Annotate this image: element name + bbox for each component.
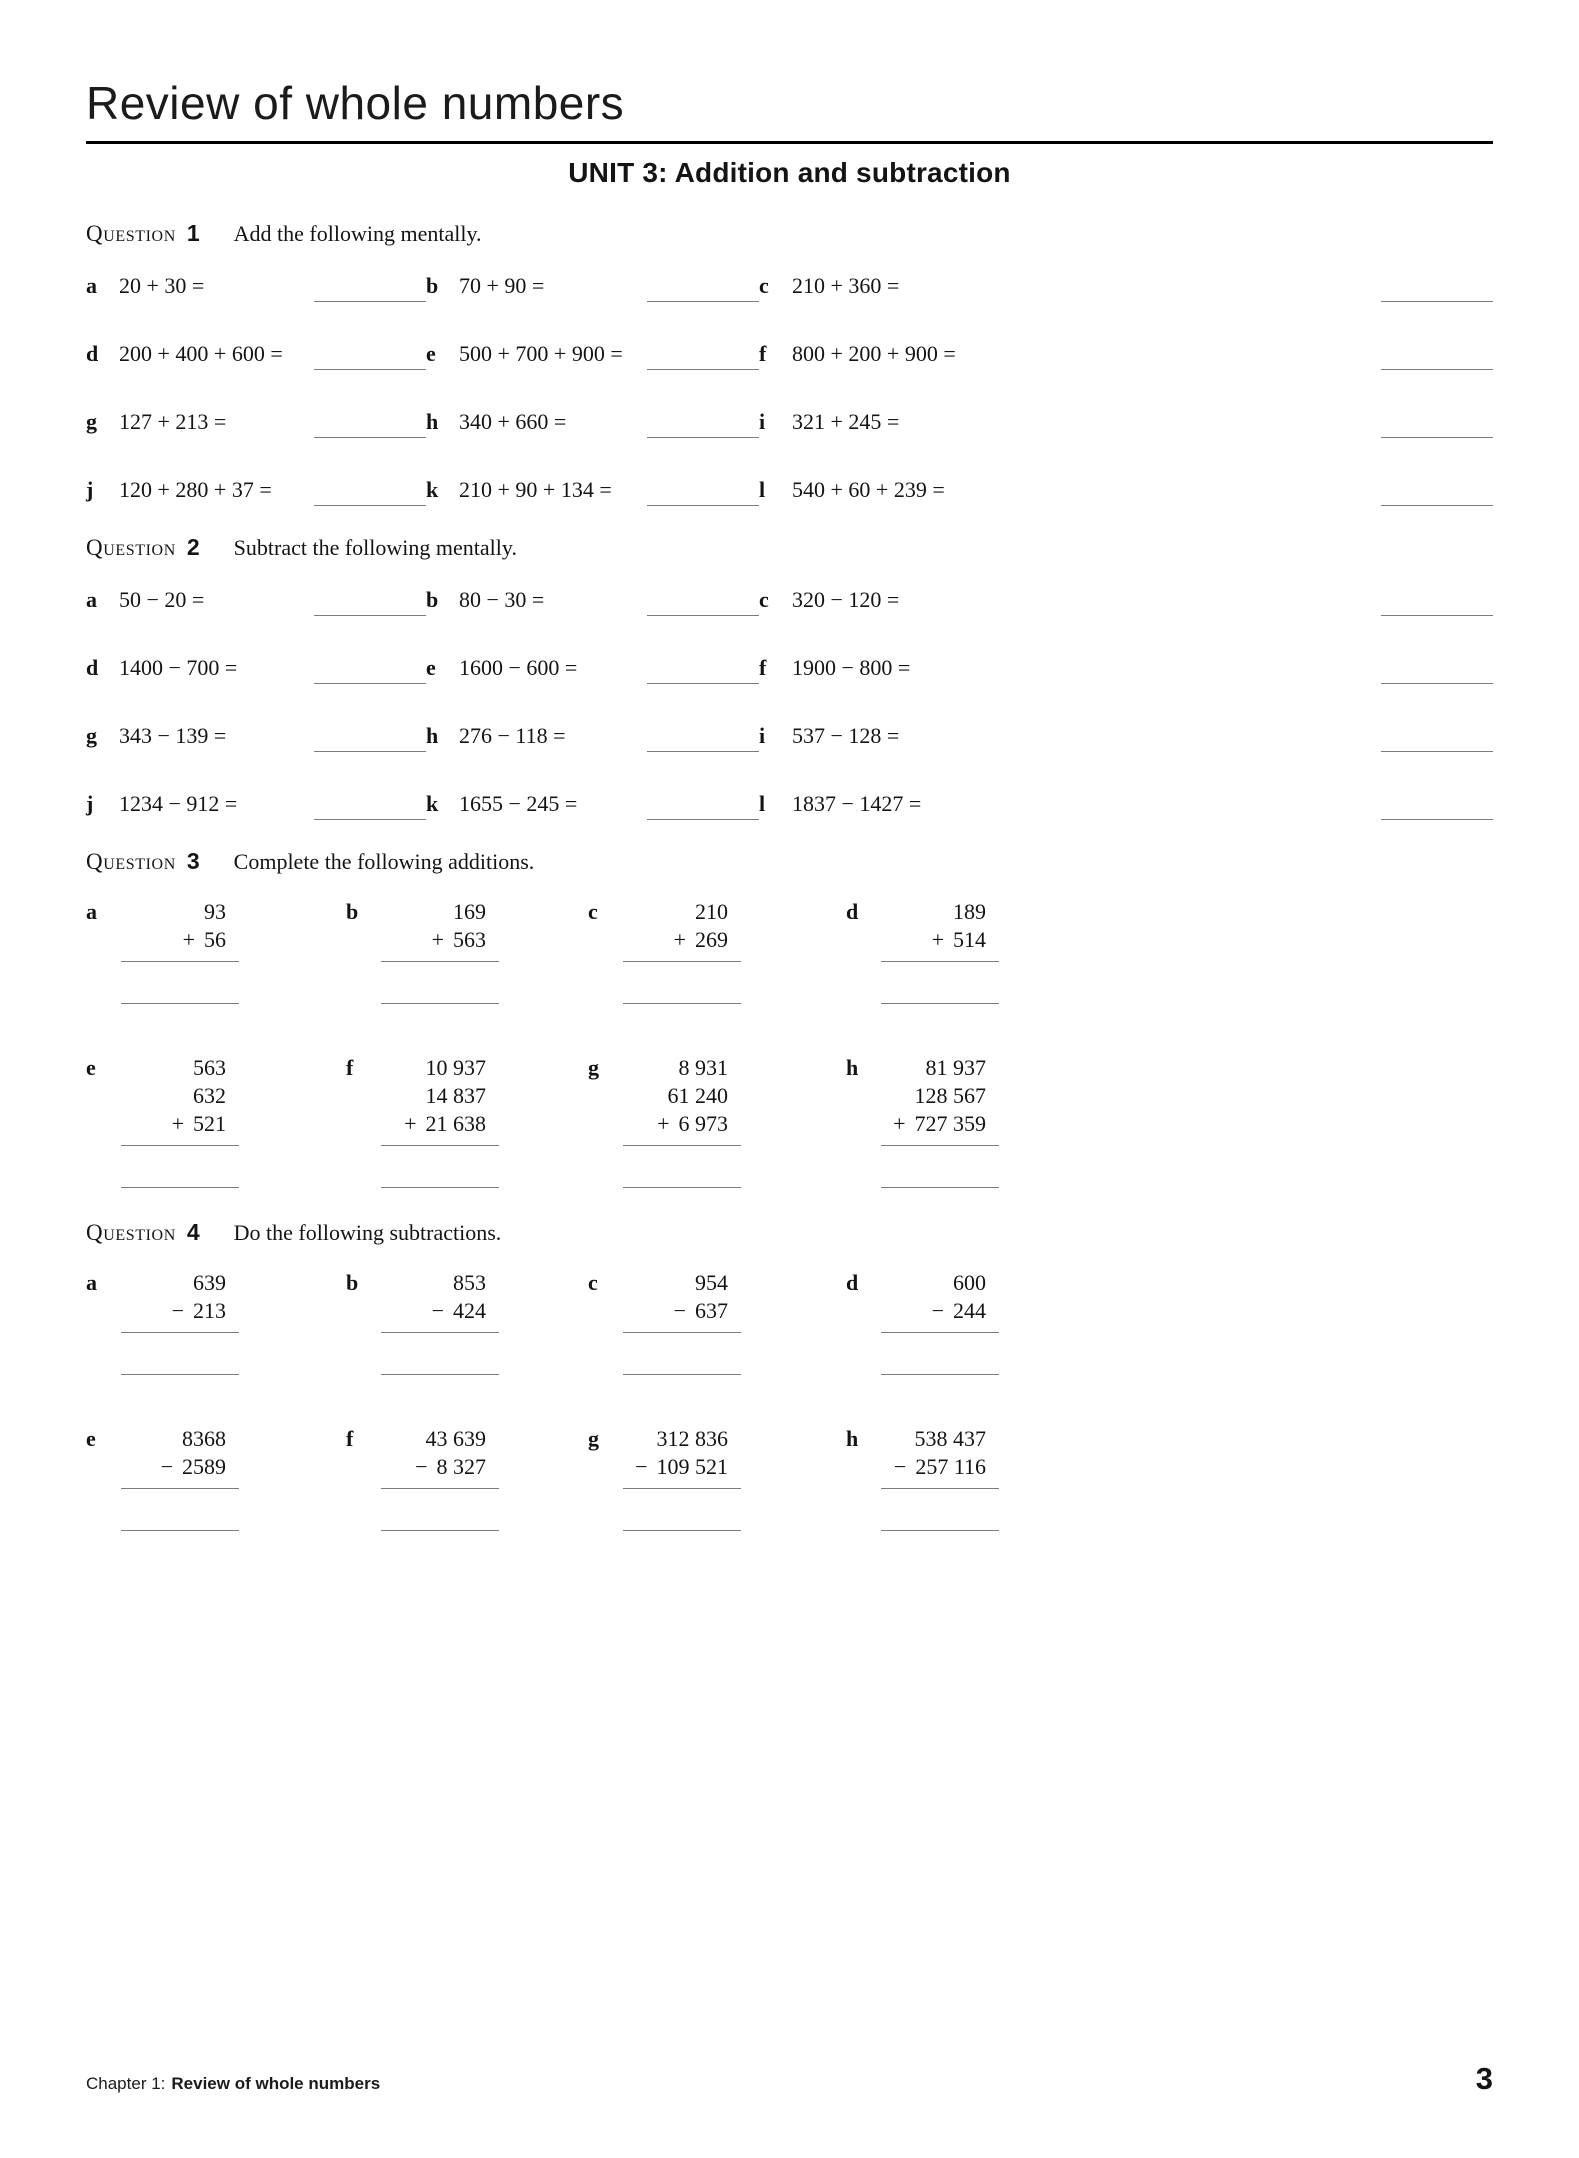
problem-expression: 210 + 360 = <box>792 273 900 298</box>
footer-chapter <box>86 2074 380 2094</box>
problem-letter: c <box>759 273 769 298</box>
operand: 8 327 <box>436 1454 486 1479</box>
question-number: 1 <box>186 220 200 246</box>
problem-expression: 50 − 20 = <box>119 587 205 612</box>
problem-letter: i <box>759 409 766 434</box>
answer-blank <box>647 596 759 616</box>
answer-blank <box>314 596 426 616</box>
operand: 213 <box>193 1298 226 1323</box>
answer-line <box>381 1187 499 1188</box>
questions-container <box>86 220 1493 1531</box>
answer-blank <box>647 732 759 752</box>
problem-expression: 120 + 280 + 37 = <box>119 477 272 502</box>
problem-letter: j <box>86 477 94 502</box>
vertical-problem <box>381 1054 499 1188</box>
problem-expression: 1655 − 245 = <box>459 791 578 816</box>
operand: 109 521 <box>656 1454 728 1479</box>
operator: − <box>431 1298 444 1323</box>
answer-blank <box>647 664 759 684</box>
operand-row <box>623 1110 741 1138</box>
problem-letter: g <box>588 1055 599 1080</box>
problem-letter: e <box>86 1426 96 1451</box>
problem-letter: a <box>86 587 97 612</box>
answer-blank <box>1381 664 1493 684</box>
page-footer <box>86 2063 1493 2094</box>
operand-row <box>623 1054 741 1082</box>
operator: + <box>657 1111 670 1136</box>
operand-row <box>121 1425 239 1453</box>
operand: 521 <box>193 1111 226 1136</box>
sum-line <box>121 1332 239 1333</box>
operator: − <box>635 1454 648 1479</box>
answer-line <box>623 1187 741 1188</box>
problem-4c <box>588 1269 846 1375</box>
answer-blank <box>1381 486 1493 506</box>
vertical-problem <box>121 898 239 1004</box>
answer-line <box>381 1374 499 1375</box>
answer-blank <box>314 282 426 302</box>
operand-row <box>881 1453 999 1481</box>
operand: 56 <box>204 927 226 952</box>
question-2 <box>86 534 1493 817</box>
page-title: Review of whole numbers <box>86 77 625 129</box>
answer-blank <box>647 350 759 370</box>
operand: 2589 <box>182 1454 226 1479</box>
problem-1h <box>426 408 759 435</box>
vertical-problems-grid <box>86 898 1493 1188</box>
problem-letter: h <box>846 1055 859 1080</box>
operand-row <box>881 1269 999 1297</box>
answer-blank <box>647 800 759 820</box>
operand: 424 <box>453 1298 486 1323</box>
operand: 93 <box>204 899 226 924</box>
operand-row <box>121 1110 239 1138</box>
problem-2a <box>86 586 426 613</box>
problem-letter: k <box>426 477 439 502</box>
operand: 954 <box>695 1270 728 1295</box>
problem-2c <box>759 586 1493 613</box>
operand: 514 <box>953 927 986 952</box>
problem-1i <box>759 408 1493 435</box>
problem-2d <box>86 654 426 681</box>
problem-letter: f <box>759 341 767 366</box>
problem-2l <box>759 790 1493 817</box>
answer-line <box>881 1374 999 1375</box>
problem-2h <box>426 722 759 749</box>
answer-line <box>381 1530 499 1531</box>
operand: 257 116 <box>915 1454 986 1479</box>
operand-row <box>121 1269 239 1297</box>
sum-line <box>121 961 239 962</box>
problem-expression: 70 + 90 = <box>459 273 545 298</box>
operand-row <box>381 926 499 954</box>
problem-1c <box>759 272 1493 299</box>
answer-line <box>623 1374 741 1375</box>
sum-line <box>121 1488 239 1489</box>
operand-row <box>121 1297 239 1325</box>
answer-blank <box>647 282 759 302</box>
sum-line <box>121 1145 239 1146</box>
operand-row <box>881 1425 999 1453</box>
question-prompt: Complete the following additions. <box>233 849 535 874</box>
operand-row <box>381 1297 499 1325</box>
problem-3f <box>346 1054 588 1188</box>
answer-blank <box>314 418 426 438</box>
operand-row <box>121 926 239 954</box>
vertical-problem <box>381 1269 499 1375</box>
operand: 8 931 <box>678 1055 728 1080</box>
problem-expression: 540 + 60 + 239 = <box>792 477 945 502</box>
answer-blank <box>647 418 759 438</box>
title-rule <box>86 141 1493 144</box>
problem-expression: 1234 − 912 = <box>119 791 238 816</box>
sum-line <box>881 1145 999 1146</box>
operand-row <box>121 1453 239 1481</box>
vertical-problems-grid <box>86 1269 1493 1531</box>
mental-problems-grid <box>86 586 1493 817</box>
operand-row <box>623 1453 741 1481</box>
problem-3b <box>346 898 588 1004</box>
problem-letter: a <box>86 273 97 298</box>
operator: + <box>893 1111 906 1136</box>
question-label: Question <box>86 221 176 246</box>
operand-row <box>881 1297 999 1325</box>
problem-2j <box>86 790 426 817</box>
problem-letter: e <box>426 655 436 680</box>
vertical-problem <box>881 1269 999 1375</box>
answer-line <box>881 1187 999 1188</box>
problem-letter: e <box>86 1055 96 1080</box>
answer-line <box>121 1003 239 1004</box>
problem-3e <box>86 1054 346 1188</box>
question-prompt: Do the following subtractions. <box>233 1220 502 1245</box>
problem-letter: a <box>86 1270 97 1295</box>
operand-row <box>121 898 239 926</box>
answer-blank <box>314 486 426 506</box>
problem-letter: g <box>588 1426 599 1451</box>
vertical-problem <box>881 1054 999 1188</box>
problem-letter: c <box>759 587 769 612</box>
operand-row <box>881 1054 999 1082</box>
operand: 81 937 <box>925 1055 986 1080</box>
operator: + <box>182 927 195 952</box>
problem-expression: 500 + 700 + 900 = <box>459 341 623 366</box>
vertical-problem <box>381 1425 499 1531</box>
problem-letter: a <box>86 899 97 924</box>
answer-line <box>623 1530 741 1531</box>
answer-blank <box>314 732 426 752</box>
problem-expression: 210 + 90 + 134 = <box>459 477 612 502</box>
problem-letter: g <box>86 723 97 748</box>
problem-4e <box>86 1425 346 1531</box>
answer-blank <box>1381 800 1493 820</box>
problem-letter: h <box>426 723 439 748</box>
operand-row <box>381 1110 499 1138</box>
operator: − <box>415 1454 428 1479</box>
operand-row <box>623 1425 741 1453</box>
problem-letter: d <box>86 655 99 680</box>
question-label: Question <box>86 535 176 560</box>
operator: − <box>160 1454 173 1479</box>
operand-row <box>381 1453 499 1481</box>
operand-row <box>881 926 999 954</box>
question-heading <box>86 848 1493 875</box>
sum-line <box>623 961 741 962</box>
problem-letter: d <box>846 1270 859 1295</box>
problem-letter: k <box>426 791 439 816</box>
operand-row <box>623 1269 741 1297</box>
operand: 632 <box>193 1083 226 1108</box>
sum-line <box>381 961 499 962</box>
problem-4g <box>588 1425 846 1531</box>
operator: − <box>171 1298 184 1323</box>
problem-1g <box>86 408 426 435</box>
operand: 853 <box>453 1270 486 1295</box>
problem-letter: i <box>759 723 766 748</box>
problem-letter: c <box>588 1270 598 1295</box>
problem-4h <box>846 1425 1493 1531</box>
problem-letter: b <box>346 899 359 924</box>
operand: 6 973 <box>678 1111 728 1136</box>
answer-line <box>121 1374 239 1375</box>
problem-expression: 80 − 30 = <box>459 587 545 612</box>
operator: + <box>931 927 944 952</box>
problem-expression: 340 + 660 = <box>459 409 567 434</box>
answer-blank <box>314 350 426 370</box>
problem-3a <box>86 898 346 1004</box>
operator: + <box>404 1111 417 1136</box>
operand-row <box>623 926 741 954</box>
problem-expression: 200 + 400 + 600 = <box>119 341 283 366</box>
operand: 563 <box>453 927 486 952</box>
operand: 563 <box>193 1055 226 1080</box>
operand-row <box>381 1425 499 1453</box>
sum-line <box>881 1488 999 1489</box>
vertical-problem <box>623 1269 741 1375</box>
operator: + <box>673 927 686 952</box>
problem-letter: c <box>588 899 598 924</box>
answer-blank <box>1381 732 1493 752</box>
problem-1b <box>426 272 759 299</box>
operator: − <box>931 1298 944 1323</box>
operand-row <box>881 1110 999 1138</box>
mental-problems-grid <box>86 272 1493 503</box>
answer-blank <box>1381 596 1493 616</box>
question-3 <box>86 848 1493 1188</box>
operand: 312 836 <box>656 1426 728 1451</box>
problem-letter: f <box>346 1426 354 1451</box>
problem-letter: g <box>86 409 97 434</box>
answer-blank <box>314 800 426 820</box>
sum-line <box>381 1332 499 1333</box>
question-prompt: Subtract the following mentally. <box>233 535 517 560</box>
question-4 <box>86 1219 1493 1531</box>
operand: 61 240 <box>667 1083 728 1108</box>
problem-letter: f <box>759 655 767 680</box>
problem-expression: 537 − 128 = <box>792 723 900 748</box>
operand-row <box>881 1082 999 1110</box>
problem-1f <box>759 340 1493 367</box>
problem-letter: f <box>346 1055 354 1080</box>
answer-line <box>881 1530 999 1531</box>
operand: 43 639 <box>425 1426 486 1451</box>
problem-letter: l <box>759 477 766 502</box>
operand: 538 437 <box>914 1426 986 1451</box>
answer-line <box>381 1003 499 1004</box>
question-number: 4 <box>186 1219 200 1245</box>
problem-letter: b <box>426 587 439 612</box>
operand: 128 567 <box>914 1083 986 1108</box>
problem-letter: d <box>846 899 859 924</box>
vertical-problem <box>623 1054 741 1188</box>
problem-expression: 1900 − 800 = <box>792 655 911 680</box>
vertical-problem <box>623 898 741 1004</box>
problem-expression: 1400 − 700 = <box>119 655 238 680</box>
question-number: 3 <box>186 848 200 874</box>
operand: 244 <box>953 1298 986 1323</box>
problem-1e <box>426 340 759 367</box>
unit-heading: UNIT 3: Addition and subtraction <box>568 157 1011 188</box>
problem-letter: h <box>846 1426 859 1451</box>
problem-letter: l <box>759 791 766 816</box>
problem-2g <box>86 722 426 749</box>
sum-line <box>881 1332 999 1333</box>
operator: − <box>893 1454 907 1479</box>
question-heading <box>86 220 1493 247</box>
vertical-problem <box>121 1054 239 1188</box>
vertical-problem <box>881 1425 999 1531</box>
operand: 21 638 <box>425 1111 486 1136</box>
problem-expression: 321 + 245 = <box>792 409 900 434</box>
sum-line <box>381 1488 499 1489</box>
problem-4a <box>86 1269 346 1375</box>
problem-3g <box>588 1054 846 1188</box>
page-header <box>86 76 1493 189</box>
operand: 600 <box>953 1270 986 1295</box>
problem-4f <box>346 1425 588 1531</box>
answer-blank <box>1381 350 1493 370</box>
sum-line <box>881 961 999 962</box>
problem-expression: 343 − 139 = <box>119 723 227 748</box>
problem-1k <box>426 476 759 503</box>
operand: 637 <box>695 1298 728 1323</box>
question-prompt: Add the following mentally. <box>233 221 482 246</box>
problem-letter: d <box>86 341 99 366</box>
problem-expression: 127 + 213 = <box>119 409 227 434</box>
operator: − <box>673 1298 686 1323</box>
vertical-problem <box>623 1425 741 1531</box>
problem-3c <box>588 898 846 1004</box>
question-label: Question <box>86 849 176 874</box>
operand-row <box>121 1054 239 1082</box>
operand-row <box>381 1054 499 1082</box>
operand-row <box>381 1269 499 1297</box>
operand-row <box>381 1082 499 1110</box>
problem-2i <box>759 722 1493 749</box>
problem-1a <box>86 272 426 299</box>
footer-chapter-prefix: Chapter 1: <box>86 2074 166 2093</box>
question-number: 2 <box>186 534 200 560</box>
problem-letter: j <box>86 791 94 816</box>
problem-expression: 800 + 200 + 900 = <box>792 341 956 366</box>
problem-expression: 20 + 30 = <box>119 273 205 298</box>
operand: 169 <box>453 899 486 924</box>
operand: 14 837 <box>425 1083 486 1108</box>
operand-row <box>121 1082 239 1110</box>
answer-line <box>121 1187 239 1188</box>
sum-line <box>381 1145 499 1146</box>
answer-blank <box>1381 418 1493 438</box>
vertical-problem <box>381 898 499 1004</box>
operand-row <box>623 898 741 926</box>
problem-expression: 1837 − 1427 = <box>792 791 922 816</box>
operand: 639 <box>193 1270 226 1295</box>
question-1 <box>86 220 1493 503</box>
sum-line <box>623 1488 741 1489</box>
operator: + <box>431 927 444 952</box>
operand: 269 <box>695 927 728 952</box>
operand: 210 <box>695 899 728 924</box>
answer-line <box>623 1003 741 1004</box>
vertical-problem <box>121 1425 239 1531</box>
problem-4b <box>346 1269 588 1375</box>
question-heading <box>86 534 1493 561</box>
footer-chapter-title: Review of whole numbers <box>171 2074 381 2093</box>
answer-line <box>881 1003 999 1004</box>
problem-expression: 1600 − 600 = <box>459 655 578 680</box>
operand-row <box>623 1082 741 1110</box>
sum-line <box>623 1145 741 1146</box>
problem-2f <box>759 654 1493 681</box>
vertical-problem <box>121 1269 239 1375</box>
problem-2b <box>426 586 759 613</box>
problem-1l <box>759 476 1493 503</box>
problem-3d <box>846 898 1493 1004</box>
question-label: Question <box>86 1220 176 1245</box>
answer-line <box>121 1530 239 1531</box>
operand: 10 937 <box>425 1055 486 1080</box>
problem-3h <box>846 1054 1493 1188</box>
problem-letter: h <box>426 409 439 434</box>
problem-1d <box>86 340 426 367</box>
problem-4d <box>846 1269 1493 1375</box>
problem-expression: 320 − 120 = <box>792 587 900 612</box>
operand: 8368 <box>182 1426 226 1451</box>
problem-expression: 276 − 118 = <box>459 723 566 748</box>
answer-blank <box>647 486 759 506</box>
answer-blank <box>1381 282 1493 302</box>
problem-letter: b <box>426 273 439 298</box>
problem-2k <box>426 790 759 817</box>
operand-row <box>623 1297 741 1325</box>
problem-letter: e <box>426 341 436 366</box>
vertical-problem <box>881 898 999 1004</box>
problem-1j <box>86 476 426 503</box>
operand: 189 <box>953 899 986 924</box>
sum-line <box>623 1332 741 1333</box>
answer-blank <box>314 664 426 684</box>
operand-row <box>381 898 499 926</box>
operand: 727 359 <box>914 1111 986 1136</box>
problem-letter: b <box>346 1270 359 1295</box>
operator: + <box>171 1111 184 1136</box>
operand-row <box>881 898 999 926</box>
problem-2e <box>426 654 759 681</box>
page-number: 3 <box>1475 2061 1493 2096</box>
question-heading <box>86 1219 1493 1246</box>
